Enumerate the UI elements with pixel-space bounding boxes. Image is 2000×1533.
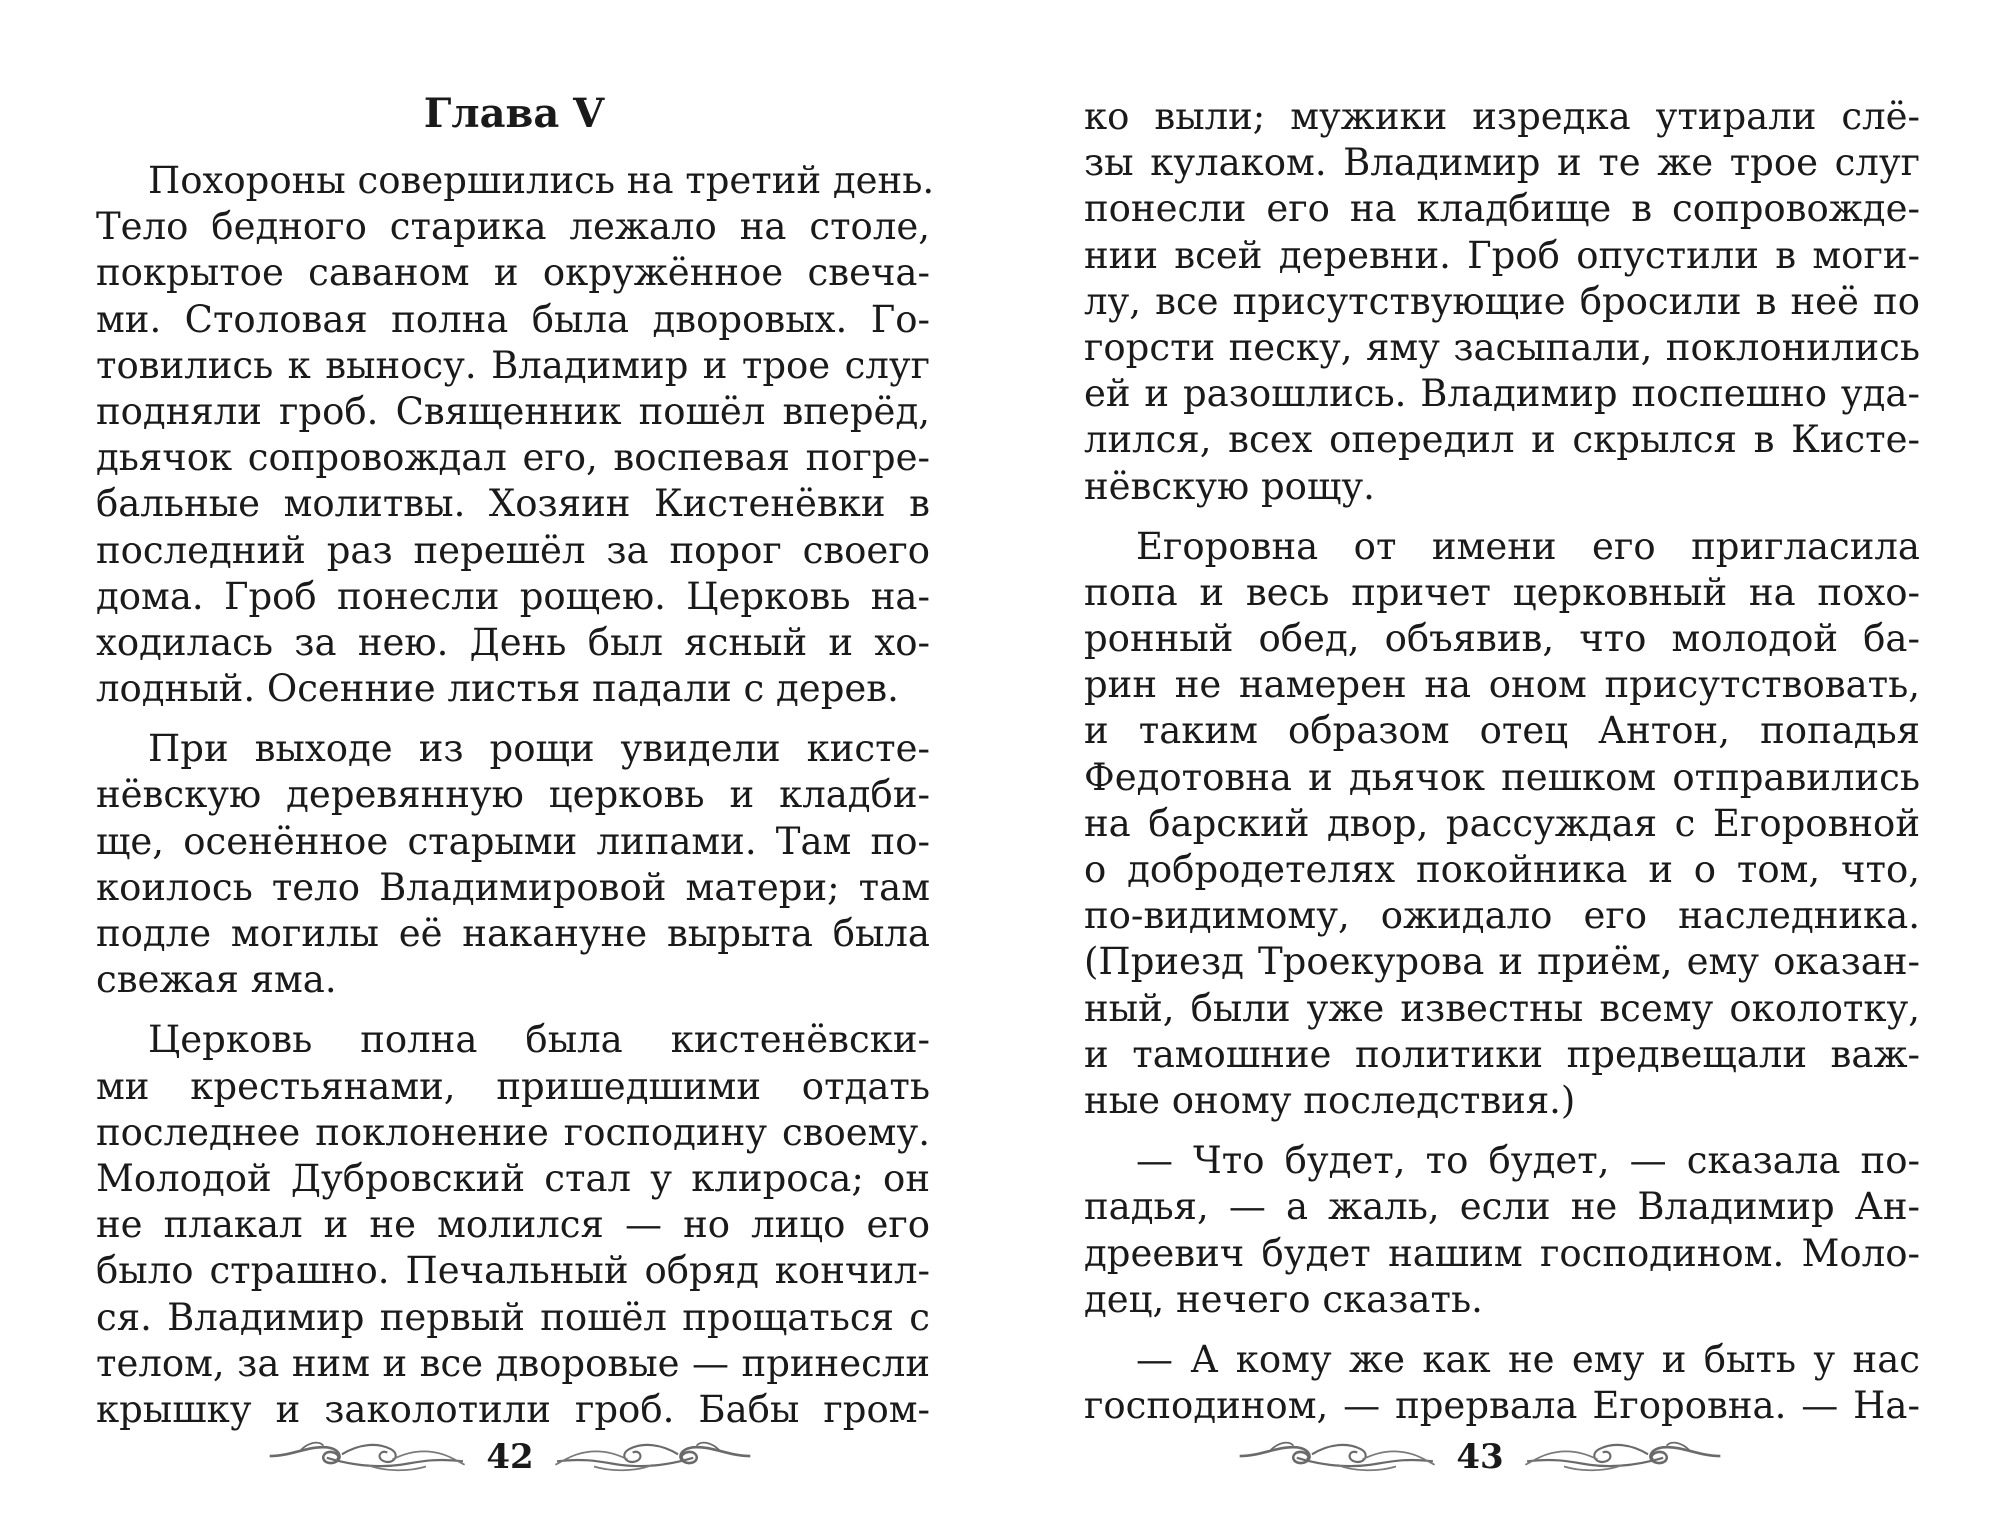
text-line: по-видимому, ожидало его наследника. [1084, 894, 1920, 938]
text-line: было страшно. Печальный обряд кончил- [96, 1249, 930, 1293]
text-line: дец, нечего сказать. [1084, 1277, 1483, 1321]
text-line: ся. Владимир первый пошёл прощаться с [96, 1295, 930, 1339]
chapter-title: Глава V [423, 90, 605, 137]
text-line: ей и разошлись. Владимир поспешно уда- [1084, 372, 1920, 416]
right-page-text [1084, 94, 1920, 1429]
left-flourish-icon [248, 1438, 468, 1476]
text-line: дома. Гроб понесли рощею. Церковь на- [96, 574, 930, 618]
text-line: Федотовна и дьячок пешком отправились [1084, 755, 1920, 799]
text-line: дьячок сопровождал его, воспевая погре- [96, 436, 930, 480]
text-line: последнее поклонение господину своему. [96, 1110, 930, 1154]
text-line: бальные молитвы. Хозяин Кистенёвки в [96, 482, 930, 526]
text-line: Похороны совершились на третий день. [148, 159, 935, 202]
text-line: телом, за ним и все дворовые — принесли [96, 1341, 930, 1385]
text-line: ные оному последствия.) [1084, 1078, 1576, 1122]
text-line: товились к выносу. Владимир и трое слуг [96, 343, 930, 387]
text-line: Молодой Дубровский стал у клироса; он [96, 1156, 930, 1200]
text-line: Церковь полна была кистенёвски- [148, 1018, 930, 1062]
page-footer [230, 1422, 790, 1492]
text-line: горсти песку, яму засыпали, поклонились [1084, 325, 1920, 369]
text-line: дреевич будет нашим господином. Моло- [1084, 1231, 1920, 1275]
text-line: нёвскую деревянную церковь и кладби- [96, 773, 930, 817]
text-line: господином, — прервала Егоровна. — На- [1084, 1384, 1920, 1428]
text-line: ходилась за нею. День был ясный и хо- [96, 620, 930, 664]
left-flourish-icon [1218, 1438, 1438, 1476]
text-line: понесли его на кладбище в сопровожде- [1084, 187, 1920, 231]
text-line: на барский двор, рассуждая с Егоровной [1084, 801, 1920, 845]
text-line: ный, были уже известны всему околотку, [1084, 986, 1920, 1030]
right-flourish-icon [1522, 1438, 1742, 1476]
text-line: нёвскую рощу. [1084, 464, 1375, 508]
text-line: лодный. Осенние листья падали с дерев. [96, 667, 899, 711]
text-line: покрытое саваном и окружённое свеча- [96, 251, 930, 295]
text-line: свежая яма. [96, 958, 337, 1002]
text-line: подняли гроб. Священник пошёл вперёд, [96, 389, 930, 433]
text-line: ко выли; мужики изредка утирали слё- [1084, 95, 1920, 138]
page-number: 43 [1456, 1437, 1504, 1477]
text-line: — Что будет, то будет, — сказала по- [1136, 1139, 1920, 1183]
text-line: последний раз перешёл за порог своего [96, 528, 930, 572]
text-line: и таким образом отец Антон, попадья [1084, 709, 1920, 753]
text-line: При выходе из рощи увидели кисте- [148, 727, 930, 771]
text-line: ще, осенённое старыми липами. Там по- [96, 819, 930, 863]
text-line: и тамошние политики предвещали важ- [1084, 1032, 1920, 1076]
text-line: ми крестьянами, пришедшими отдать [96, 1064, 930, 1108]
text-line: (Приезд Троекурова и приём, ему оказан- [1084, 940, 1920, 984]
text-line: зы кулаком. Владимир и те же трое слуг [1084, 141, 1920, 185]
text-line: рин не намерен на оном присутствовать, [1084, 663, 1920, 707]
text-line: о добродетелях покойника и о том, что, [1084, 848, 1920, 891]
text-line: — А кому же как не ему и быть у нас [1136, 1337, 1920, 1381]
text-line: не плакал и не молился — но лицо его [96, 1203, 930, 1247]
text-line: лу, все присутствующие бросили в неё по [1084, 279, 1920, 323]
text-line: коилось тело Владимировой матери; там [96, 865, 930, 909]
right-flourish-icon [552, 1438, 772, 1476]
text-line: лился, всех опередил и скрылся в Кисте- [1084, 418, 1920, 462]
page-footer [1200, 1422, 1760, 1492]
text-line: Егоровна от имени его пригласила [1136, 524, 1920, 568]
text-line: нии всей деревни. Гроб опустили в моги- [1084, 233, 1920, 277]
text-line: подле могилы её накануне вырыта была [96, 912, 930, 955]
text-line: крышку и заколотили гроб. Бабы гром- [96, 1387, 930, 1431]
left-page-text [96, 158, 935, 1433]
page-number: 42 [486, 1437, 534, 1477]
text-line: ми. Столовая полна была дворовых. Го- [96, 297, 930, 341]
text-line: ронный обед, объявив, что молодой ба- [1084, 617, 1920, 661]
text-line: Тело бедного старика лежало на столе, [96, 205, 930, 249]
text-line: попа и весь причет церковный на похо- [1084, 570, 1920, 614]
right-page [1000, 0, 2000, 1533]
text-line: падья, — а жаль, если не Владимир Ан- [1084, 1185, 1920, 1229]
